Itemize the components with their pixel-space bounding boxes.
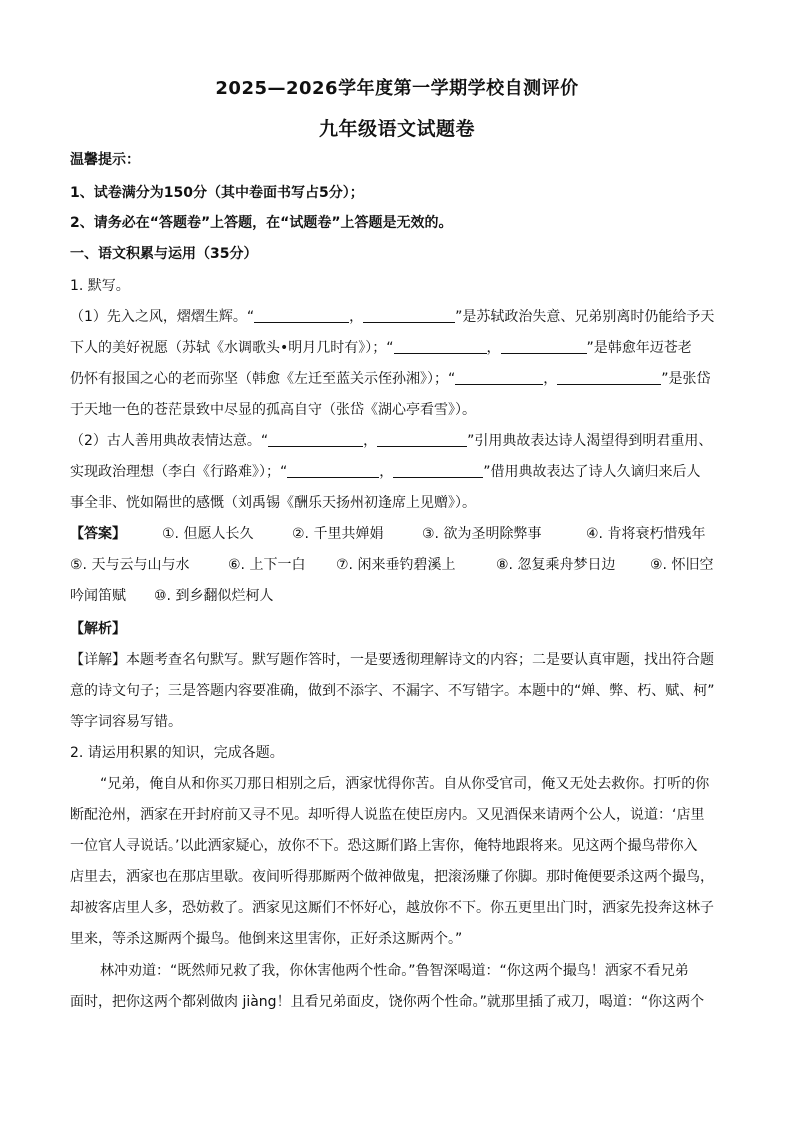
- q1-part1-line2: [70, 338, 732, 358]
- answer-item: ⑩. 到乡翻似烂柯人: [154, 588, 274, 604]
- exam-subtitle: 九年级语文试题卷: [318, 118, 475, 140]
- text-fragment: 实现政治理想（李白《行路难》）；“: [70, 464, 288, 480]
- text-fragment: （2）古人善用典故表情达意。“: [70, 433, 269, 449]
- answer-item: ⑦. 闲来垂钓碧溪上: [336, 557, 456, 573]
- q1-part1-line3: [70, 369, 732, 389]
- text-fragment: ，: [363, 433, 378, 449]
- q1-part2-line3: 事全非、恍如隔世的感慨（刘禹锡《酬乐天扬州初逢席上见赠》）。: [70, 495, 476, 511]
- text-fragment: ”是苏轼政治失意、兄弟别离时仍能给予天: [455, 309, 715, 325]
- question-1-title: 1. 默写。: [70, 278, 130, 294]
- answer-blank: [501, 339, 587, 354]
- q1-part2-line1: [70, 431, 732, 451]
- passage-line: 里来，等杀这厮两个撮鸟。他倒来这里害你，正好杀这厮两个。”: [70, 931, 463, 947]
- answer-blank: [287, 463, 379, 478]
- question-2-title: 2. 请运用积累的知识，完成各题。: [70, 745, 284, 761]
- passage-line: 断配沧州，洒家在开封府前又寻不见。却听得人说监在使臣房内。又见酒保来请两个公人，说道：‘店里: [70, 807, 705, 823]
- q1-part2-line2: [70, 462, 732, 482]
- text-fragment: ”是韩愈年迈苍老: [586, 340, 692, 356]
- answer-item: 吟闻笛赋: [70, 588, 126, 604]
- section-heading: 一、语文积累与运用（35分）: [70, 246, 258, 262]
- analysis-detail-line-3: 等字词容易写错。: [70, 714, 182, 730]
- answer-line-3: [70, 586, 732, 606]
- text-fragment: ，: [379, 464, 394, 480]
- answer-item: ⑤. 天与云与山与水: [70, 557, 190, 573]
- text-fragment: （1）先入之风，熠熠生辉。“: [70, 309, 255, 325]
- tips-label: 温馨提示：: [70, 152, 140, 168]
- passage-line: 却被客店里人多，恐妨救了。洒家见这厮们不怀好心，越放你不下。你五更里出门时，洒家先投奔这林子: [70, 900, 714, 916]
- passage-line: 店里去，洒家也在那店里歇。夜间听得那厮两个做神做鬼，把滚汤赚了你脚。那时俺便要杀这两个撮鸟，: [70, 869, 714, 885]
- text-fragment: ”引用典故表达诗人渴望得到明君重用、: [467, 433, 713, 449]
- text-fragment: ”借用典故表达了诗人久谪归来后人: [483, 464, 701, 480]
- answer-blank: [393, 463, 483, 478]
- tips-item-1: 1、试卷满分为150分（其中卷面书写占5分）；: [70, 185, 364, 201]
- exam-title: 2025—2026学年度第一学期学校自测评价: [215, 78, 579, 99]
- text-fragment: 仍怀有报国之心的老而弥坚（韩愈《左迁至蓝关示侄孙湘》）；“: [70, 371, 456, 387]
- answer-item: ④. 肯将衰朽惜残年: [586, 526, 706, 542]
- analysis-detail-line-2: 意的诗文句子；三是答题内容要准确，做到不添字、不漏字、不写错字。本题中的“婵、弊、朽、赋、柯”: [70, 683, 715, 699]
- q1-part1-line4: 于天地一色的苍茫景致中尽显的孤高自守（张岱《湖心亭看雪》）。: [70, 402, 476, 418]
- answer-line-2: [70, 555, 732, 575]
- answer-blank: [557, 370, 661, 385]
- passage-line: “兄弟，俺自从和你买刀那日相别之后，洒家忧得你苦。自从你受官司，俺又无处去救你。打听的你: [100, 776, 710, 792]
- passage-line: 林冲劝道：“既然师兄救了我，你休害他两个性命。”鲁智深喝道：“你这两个撮鸟！洒家不看兄弟: [100, 963, 689, 979]
- answer-item: ②. 千里共婵娟: [292, 526, 384, 542]
- answer-item: ①. 但愿人长久: [162, 526, 254, 542]
- passage-line: 面时，把你这两个都剁做肉 jiàng！且看兄弟面皮，饶你两个性命。”就那里插了戒刀，喝道：“你这两个: [70, 994, 705, 1010]
- analysis-detail-line-1: 【详解】本题考查名句默写。默写题作答时，一是要透彻理解诗文的内容；二是要认真审题，找出符合题: [70, 652, 714, 668]
- answer-blank: [455, 370, 543, 385]
- text-fragment: 下人的美好祝愿（苏轼《水调歌头•明月几时有》）；“: [70, 340, 394, 356]
- answer-label: 【答案】: [70, 526, 126, 542]
- text-fragment: ，: [543, 371, 558, 387]
- answer-item: ⑨. 怀旧空: [650, 557, 714, 573]
- passage-line: 一位官人寻说话。’以此洒家疑心，放你不下。恐这厮们路上害你，俺特地跟将来。见这两个撮鸟带你入: [70, 838, 698, 854]
- answer-blank: [254, 308, 349, 323]
- tips-item-2: 2、请务必在“答题卷”上答题，在“试题卷”上答题是无效的。: [70, 215, 453, 231]
- analysis-label: 【解析】: [70, 621, 126, 637]
- answer-line-1: [70, 524, 732, 544]
- answer-blank: [394, 339, 487, 354]
- answer-blank: [363, 308, 455, 323]
- answer-item: ⑧. 忽复乘舟梦日边: [496, 557, 616, 573]
- q1-part1-line1: [70, 307, 732, 327]
- answer-item: ③. 欲为圣明除弊事: [422, 526, 542, 542]
- answer-blank: [268, 432, 363, 447]
- text-fragment: ，: [486, 340, 501, 356]
- text-fragment: ”是张岱: [661, 371, 711, 387]
- answer-blank: [377, 432, 467, 447]
- text-fragment: ，: [349, 309, 364, 325]
- answer-item: ⑥. 上下一白: [228, 557, 306, 573]
